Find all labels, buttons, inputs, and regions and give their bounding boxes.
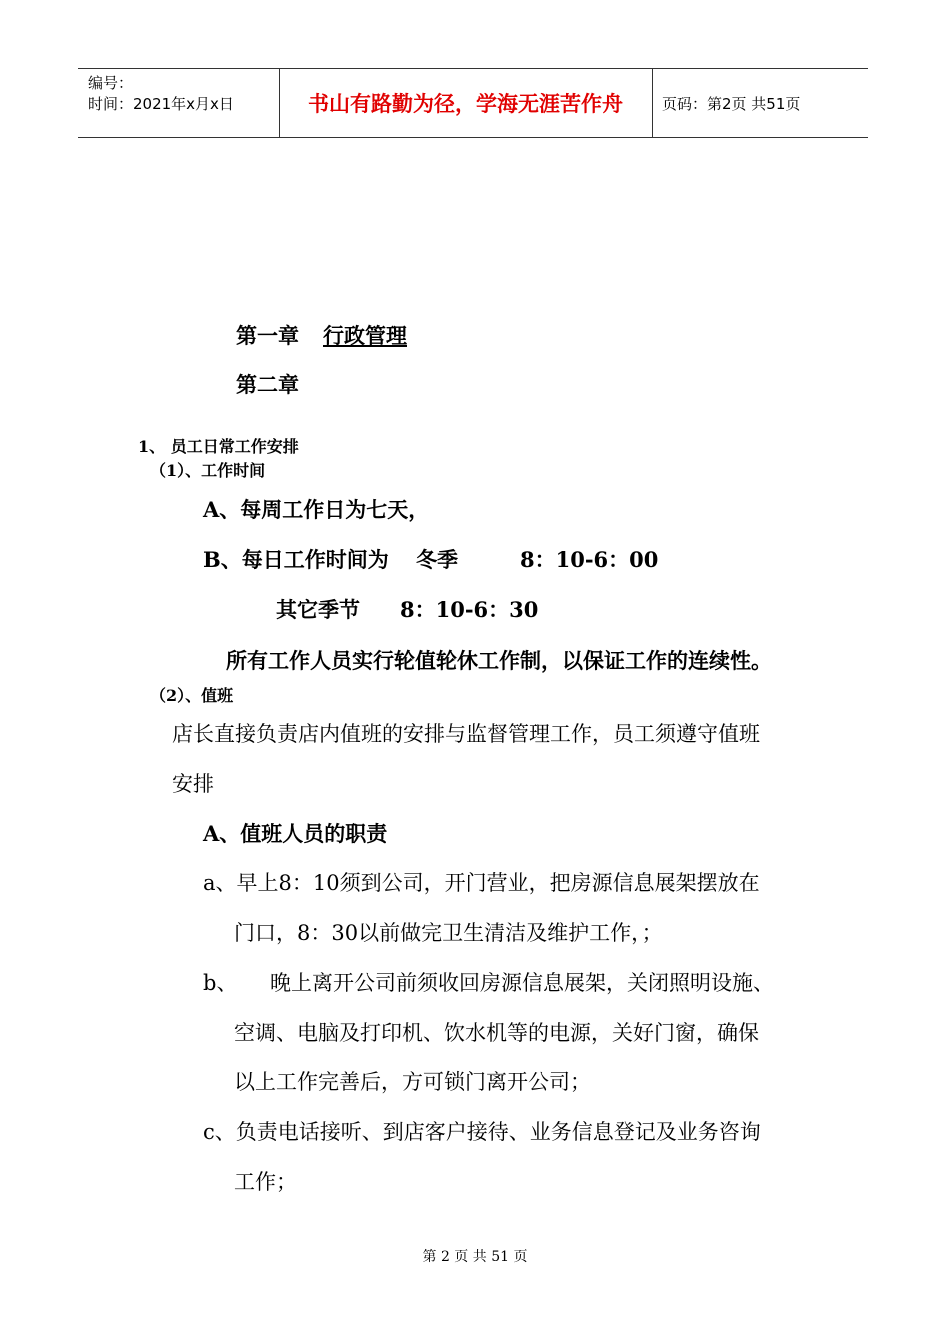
page-footer: 第 2 页 共 51 页 [422,1249,528,1265]
workday-item-a: A、每周工作日为七天， [203,497,430,522]
item-b-prefix: B、每日工作时间为 [203,547,389,572]
duty-item-b-line1: 晚上离开公司前须收回房源信息展架，关闭照明设施、 [270,971,774,995]
header-page-info: 页码：第2页 共51页 [662,94,801,113]
header-divider-right [652,69,653,137]
header-motto: 书山有路勤为径，学海无涯苦作舟 [308,92,623,116]
workday-item-b [203,544,659,574]
duty-item-a-line2: 门口，8：30以前做完卫生清洁及维护工作，； [234,921,663,945]
other-season-label: 其它季节 [276,597,360,622]
chapter-one-label: 第一章 [236,323,299,348]
item-b-time: 8：10-6：00 [520,547,659,572]
duty-item-c-line1: c、负责电话接听、到店客户接待、业务信息登记及业务咨询 [203,1120,761,1144]
duty-item-b-line3: 以上工作完善后，方可锁门离开公司； [234,1070,591,1094]
duty-paragraph-line1: 店长直接负责店内值班的安排与监督管理工作，员工须遵守值班 [172,722,760,746]
item-b-season: 冬季 [416,547,458,572]
duty-item-b-line2: 空调、电脑及打印机、饮水机等的电源，关好门窗，确保 [234,1021,759,1045]
chapter-one-title: 行政管理 [323,323,407,348]
duty-paragraph-line2: 安排 [172,772,214,796]
header-number-label: 编号： [88,74,134,92]
rotation-note: 所有工作人员实行轮值轮休工作制，以保证工作的连续性。 [226,648,772,673]
section-heading: 1、 员工日常工作安排 [138,437,299,456]
header-meta [88,73,234,115]
page-header [78,68,868,138]
chapter-two-heading: 第二章 [236,372,299,397]
duty-item-b-marker: b、 [203,971,238,995]
duty-responsibilities-heading: A、值班人员的职责 [203,821,388,846]
subsection-duty: （2）、值班 [150,686,234,705]
header-time-label: 时间：2021年x月x日 [88,95,234,113]
subsection-work-time: （1）、工作时间 [150,461,266,480]
duty-item-a-line1: a、早上8：10须到公司，开门营业，把房源信息展架摆放在 [203,871,760,895]
other-season-row [276,594,539,624]
duty-item-c-line2: 工作； [234,1170,297,1194]
other-season-time: 8：10-6：30 [400,597,539,622]
chapter-one-heading [236,320,407,350]
